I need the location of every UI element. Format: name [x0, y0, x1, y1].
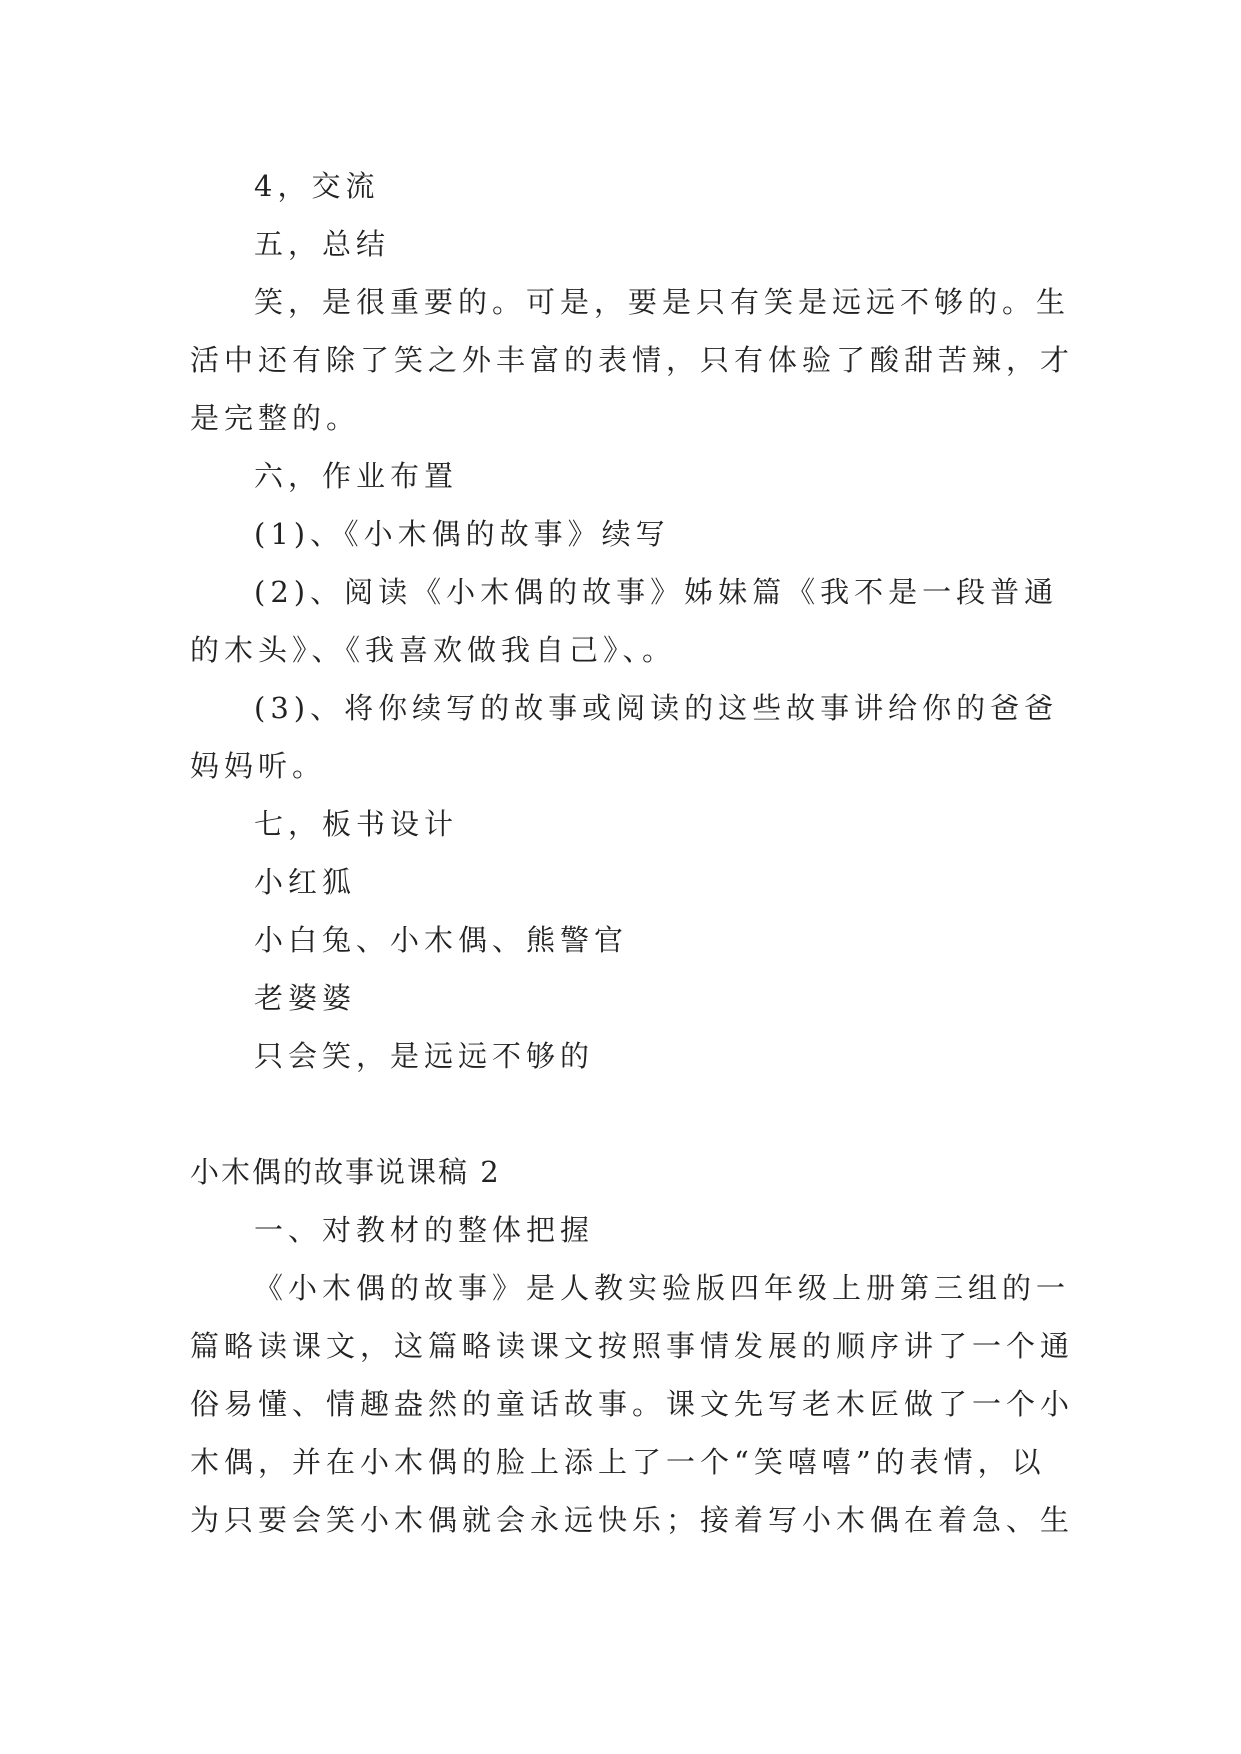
heading-summary: 五，总结 [254, 227, 391, 261]
homework-item-1: (1)、《小木偶的故事》续写 [254, 517, 670, 551]
board-line-4: 只会笑，是远远不够的 [254, 1039, 595, 1073]
heading-homework: 六，作业布置 [254, 459, 459, 493]
homework-item-2-line-1: (2)、阅读《小木偶的故事》姊妹篇《我不是一段普通 [254, 575, 1059, 609]
homework-item-2-line-2: 的木头》、《我喜欢做我自己》、。 [190, 633, 677, 667]
paragraph-line-4: 木偶，并在小木偶的脸上添上了一个“笑嘻嘻”的表情，以 [190, 1445, 1046, 1479]
homework-item-3-line-1: (3)、将你续写的故事或阅读的这些故事讲给你的爸爸 [254, 691, 1059, 725]
paragraph-line-1: 《小木偶的故事》是人教实验版四年级上册第三组的一 [254, 1271, 1071, 1305]
paragraph-line-2: 篇略读课文，这篇略读课文按照事情发展的顺序讲了一个通 [190, 1329, 1075, 1363]
board-line-1: 小红狐 [254, 865, 357, 899]
heading-board-design: 七，板书设计 [254, 807, 459, 841]
summary-line-3: 是完整的。 [190, 401, 361, 435]
board-line-3: 老婆婆 [254, 981, 357, 1015]
section-title: 小木偶的故事说课稿 2 [190, 1155, 501, 1189]
summary-line-2: 活中还有除了笑之外丰富的表情，只有体验了酸甜苦辣，才 [190, 343, 1075, 377]
board-line-2: 小白兔、小木偶、熊警官 [254, 923, 629, 957]
paragraph-line-3: 俗易懂、情趣盎然的童话故事。课文先写老木匠做了一个小 [190, 1387, 1075, 1421]
step-4-exchange: 4，交流 [254, 169, 380, 203]
heading-textbook-overview: 一、对教材的整体把握 [254, 1213, 595, 1247]
summary-line-1: 笑，是很重要的。可是，要是只有笑是远远不够的。生 [254, 285, 1071, 319]
paragraph-line-5: 为只要会笑小木偶就会永远快乐；接着写小木偶在着急、生 [190, 1503, 1075, 1537]
homework-item-3-line-2: 妈妈听。 [190, 749, 327, 783]
